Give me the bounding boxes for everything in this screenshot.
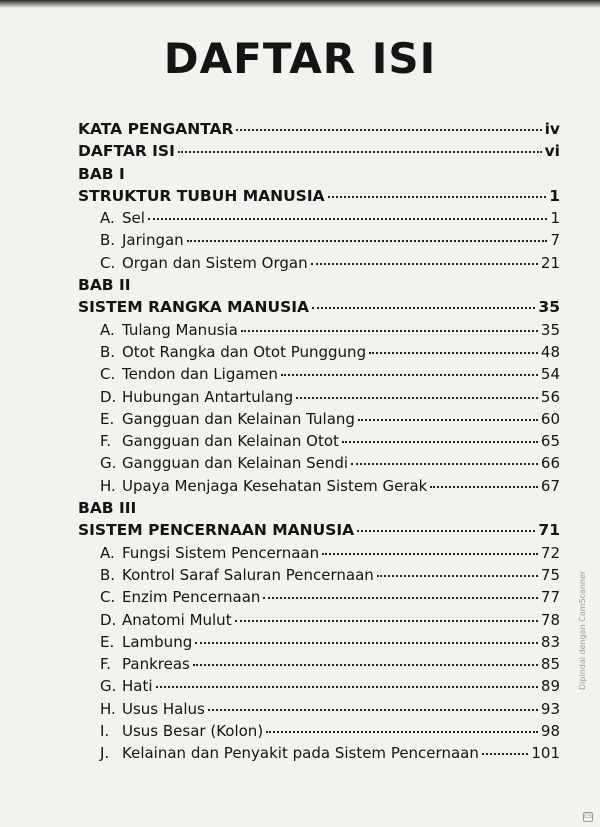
subentry-label: Pankreas: [122, 655, 190, 674]
subentry-page: 7: [550, 231, 560, 250]
dot-leader: [342, 441, 538, 443]
subentry-label: Tendon dan Ligamen: [122, 365, 278, 384]
subentry-letter: B.: [100, 231, 116, 250]
subentry-label: Gangguan dan Kelainan Sendi: [122, 454, 349, 473]
subentry-page: 98: [540, 722, 560, 741]
chapter-heading: [78, 185, 560, 207]
dot-leader: [377, 575, 538, 577]
dot-leader: [328, 196, 547, 198]
camscanner-icon: CS: [584, 813, 592, 820]
toc-subentry: [78, 631, 560, 653]
subentry-letter: D.: [100, 610, 117, 629]
toc-subentry: [78, 698, 560, 720]
subentry-page: 65: [540, 432, 560, 451]
dot-leader: [187, 240, 547, 242]
subentry-label: Kelainan dan Penyakit pada Sistem Pencernaan: [122, 744, 479, 763]
subentry-letter: A.: [100, 320, 115, 339]
dot-leader: [357, 530, 535, 532]
subentry-label: Organ dan Sistem Organ: [122, 253, 308, 272]
subentry-letter: C.: [100, 365, 116, 384]
toc-subentry: [78, 341, 560, 363]
toc-subentry: [78, 720, 560, 742]
subentry-page: 85: [540, 655, 560, 674]
toc-subentry: [78, 319, 560, 341]
page-title: DAFTAR ISI: [163, 34, 437, 83]
dot-leader: [235, 620, 538, 622]
subentry-label: Otot Rangka dan Otot Punggung: [122, 342, 367, 361]
toc-subentry: [78, 386, 560, 408]
chapter-title: SISTEM PENCERNAAN MANUSIA: [78, 521, 355, 540]
chapter-page: 35: [538, 298, 560, 317]
scanner-watermark: Dipindai dengan CamScanner: [578, 570, 587, 690]
toc-entry-label: DAFTAR ISI: [78, 142, 175, 161]
dot-leader: [311, 263, 538, 265]
toc-entry-label: KATA PENGANTAR: [78, 120, 234, 138]
dot-leader: [178, 151, 542, 153]
dot-leader: [430, 486, 538, 488]
subentry-label: Lambung: [122, 632, 193, 651]
subentry-letter: B.: [100, 565, 116, 584]
subentry-letter: F.: [100, 432, 111, 451]
subentry-page: 56: [540, 387, 560, 406]
page-edge-shadow: [0, 0, 600, 8]
dot-leader: [322, 553, 538, 555]
toc-subentry: [78, 408, 560, 430]
subentry-label: Sel: [122, 209, 145, 228]
chapter-number: BAB III: [78, 499, 137, 518]
subentry-page: 21: [540, 253, 560, 272]
subentry-page: 83: [540, 632, 560, 651]
toc-subentry: [78, 742, 560, 764]
subentry-label: Anatomi Mulut: [122, 610, 232, 629]
subentry-label: Upaya Menjaga Kesehatan Sistem Gerak: [122, 476, 428, 495]
dot-leader: [296, 397, 538, 399]
subentry-page: 48: [540, 342, 560, 361]
dot-leader: [358, 419, 538, 421]
dot-leader: [351, 463, 538, 465]
subentry-page: 60: [540, 409, 560, 428]
toc-subentry: [78, 586, 560, 608]
subentry-letter: E.: [100, 632, 115, 651]
subentry-label: Fungsi Sistem Pencernaan: [122, 543, 320, 562]
subentry-label: Tulang Manusia: [122, 320, 238, 339]
chapter-number: BAB I: [78, 164, 125, 183]
toc-subentry: [78, 363, 560, 385]
toc-entry-page: vi: [544, 142, 560, 161]
subentry-page: 67: [540, 476, 560, 495]
subentry-letter: C.: [100, 253, 116, 272]
chapter-page: 71: [538, 521, 560, 540]
subentry-label: Enzim Pencernaan: [122, 588, 261, 607]
subentry-letter: H.: [100, 699, 116, 718]
subentry-letter: H.: [100, 476, 116, 495]
subentry-page: 35: [540, 320, 560, 339]
subentry-label: Gangguan dan Kelainan Otot: [122, 432, 339, 451]
subentry-letter: A.: [100, 543, 115, 562]
subentry-page: 78: [540, 610, 560, 629]
subentry-page: 89: [540, 677, 560, 696]
toc-subentry: [78, 207, 560, 229]
toc-subentry: [78, 475, 560, 497]
table-of-contents: [78, 118, 560, 765]
dot-leader: [482, 753, 529, 755]
subentry-label: Usus Besar (Kolon): [122, 722, 264, 741]
subentry-letter: D.: [100, 387, 117, 406]
subentry-page: 54: [540, 365, 560, 384]
dot-leader: [236, 129, 541, 131]
chapter-heading: [78, 519, 560, 541]
subentry-label: Hati: [122, 677, 153, 696]
toc-subentry: [78, 252, 560, 274]
toc-entry-kata-pengantar: [78, 118, 560, 140]
subentry-letter: J.: [100, 744, 110, 763]
subentry-letter: I.: [100, 722, 110, 741]
subentry-page: 93: [540, 699, 560, 718]
subentry-letter: C.: [100, 588, 116, 607]
subentry-label: Gangguan dan Kelainan Tulang: [122, 409, 355, 428]
toc-entry-page: iv: [544, 120, 560, 138]
chapter-number: BAB II: [78, 276, 131, 295]
dot-leader: [369, 352, 538, 354]
subentry-page: 75: [540, 565, 560, 584]
toc-subentry: [78, 564, 560, 586]
subentry-page: 66: [540, 454, 560, 473]
chapter-heading: [78, 296, 560, 318]
toc-subentry: [78, 653, 560, 675]
subentry-label: Hubungan Antartulang: [122, 387, 294, 406]
chapter-title: SISTEM RANGKA MANUSIA: [78, 298, 310, 317]
dot-leader: [208, 709, 538, 711]
toc-entry-daftar-isi: [78, 140, 560, 162]
dot-leader: [241, 330, 538, 332]
subentry-letter: G.: [100, 454, 117, 473]
toc-subentry: [78, 229, 560, 251]
dot-leader: [281, 374, 538, 376]
toc-subentry: [78, 542, 560, 564]
subentry-letter: F.: [100, 655, 111, 674]
dot-leader: [193, 664, 538, 666]
toc-subentry: [78, 452, 560, 474]
toc-subentry: [78, 675, 560, 697]
subentry-label: Jaringan: [122, 231, 184, 250]
subentry-letter: A.: [100, 209, 115, 228]
subentry-letter: B.: [100, 342, 116, 361]
subentry-page: 101: [531, 744, 560, 763]
dot-leader: [195, 642, 538, 644]
dot-leader: [312, 307, 535, 309]
toc-subentry: [78, 430, 560, 452]
dot-leader: [263, 597, 537, 599]
dot-leader: [148, 218, 547, 220]
dot-leader: [266, 731, 538, 733]
subentry-label: Kontrol Saraf Saluran Pencernaan: [122, 565, 374, 584]
subentry-letter: E.: [100, 409, 115, 428]
chapter-title: STRUKTUR TUBUH MANUSIA: [78, 186, 325, 205]
subentry-page: 77: [540, 588, 560, 607]
toc-subentry: [78, 609, 560, 631]
chapter-page: 1: [549, 186, 560, 205]
subentry-letter: G.: [100, 677, 117, 696]
subentry-page: 1: [550, 209, 560, 228]
subentry-page: 72: [540, 543, 560, 562]
subentry-label: Usus Halus: [122, 699, 205, 718]
dot-leader: [156, 686, 538, 688]
